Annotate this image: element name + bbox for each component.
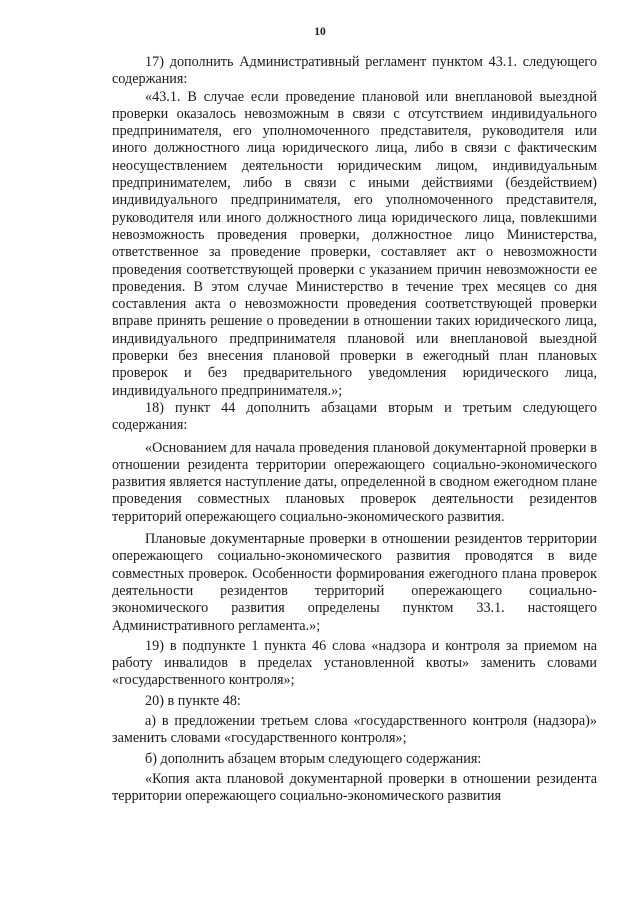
paragraph-planned-inspections: Плановые документарные проверки в отношении резидентов территории опережающего социально-экономического развития проводятся в виде совместных проверок. Особенности формирования ежегодного плана проверок деятельности резидентов территорий опережающего социально-экономического развития определены пунктом 33.1. настоящего Административного регламента.»; — [112, 531, 597, 634]
paragraph-quote-43-1: «43.1. В случае если проведение плановой или внеплановой выездной проверки оказалось невозможным в связи с отсутствием индивидуального предпринимателя, его уполномоченного представителя, руководителя или иного должностного лица юридического лица, либо в связи с фактическим неосуществлением деятельности юридическим лицом, индивидуальным предпринимателем, либо в связи с иными действиями (бездействием) индивидуального предпринимателя, его уполномоченного представителя, руководителя или иного должностного лица юридического лица, повлекшими невозможность проведения проверки, должностное лицо Министерства, ответственное за проведение проверки, составляет акт о невозможности проведения соответствующей проверки с указанием причин невозможности ее проведения. В этом случае Министерство в течение трех месяцев со дня составления акта о невозможности проведения соответствующей проверки вправе принять решение о проведении в отношении таких юридического лица, индивидуального предпринимателя плановой или внеплановой выездной проверки без внесения плановой проверки в ежегодный план плановых проверок и без предварительного уведомления юридического лица, индивидуального предпринимателя.»; — [112, 88, 597, 399]
document-body — [112, 54, 597, 805]
paragraph-item-19: 19) в подпункте 1 пункта 46 слова «надзора и контроля за приемом на работу инвалидов в пределах установленной квоты» заменить словами «государственного контроля»; — [112, 637, 597, 689]
paragraph-item-18: 18) пункт 44 дополнить абзацами вторым и третьим следующего содержания: — [112, 399, 597, 434]
paragraph-item-17: 17) дополнить Административный регламент пунктом 43.1. следующего содержания: — [112, 54, 597, 88]
paragraph-item-20: 20) в пункте 48: — [145, 692, 241, 709]
paragraph-item-20-a: а) в предложении третьем слова «государственного контроля (надзора)» заменить словами «государственного контроля»; — [112, 712, 597, 747]
paragraph-quote-basis: «Основанием для начала проведения плановой документарной проверки в отношении резидента территории опережающего социально-экономического развития является наступление даты, определенной в сводном ежегодном плане проведения совместных плановых проверок деятельности резидентов территорий опережающего социально-экономического развития. — [112, 439, 597, 525]
paragraph-quote-copy-act: «Копия акта плановой документарной проверки в отношении резидента территории опережающего социально-экономического развития — [112, 770, 597, 805]
paragraph-item-20-b: б) дополнить абзацем вторым следующего содержания: — [145, 750, 482, 767]
page-number: 10 — [314, 26, 326, 38]
